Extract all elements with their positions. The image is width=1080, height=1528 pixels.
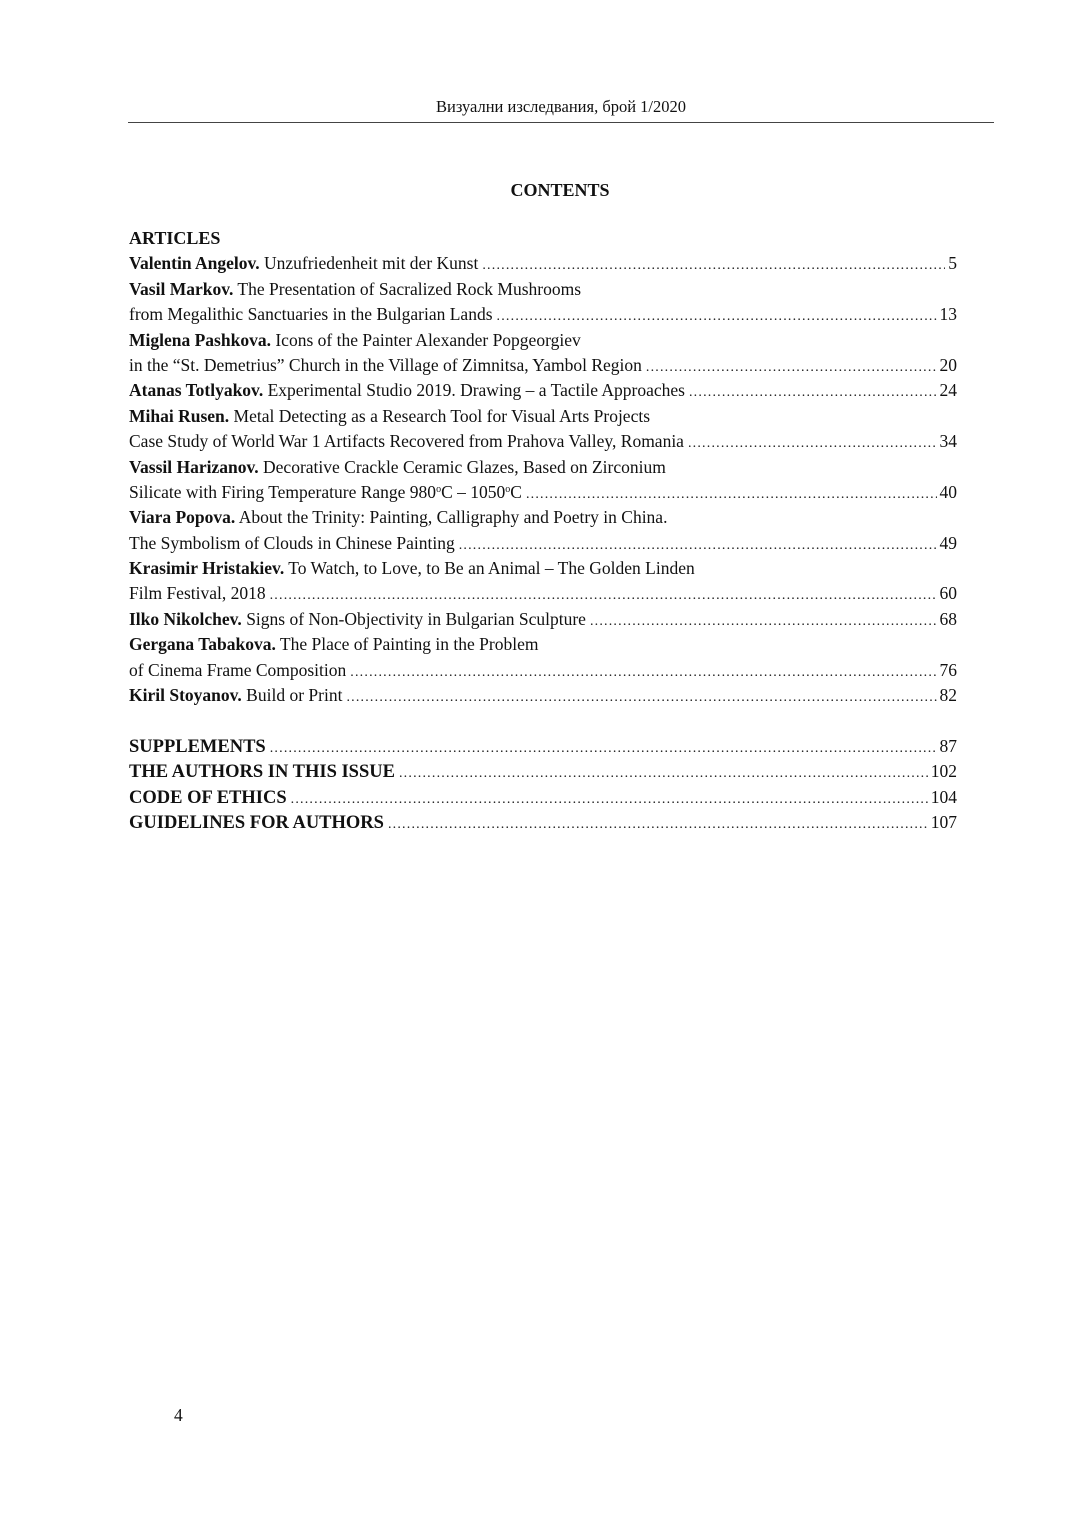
toc-entry-rusen-cont[interactable] [129, 429, 957, 454]
dot-leader [482, 253, 945, 278]
entry-title: Experimental Studio 2019. Drawing – a Tactile Approaches [263, 380, 685, 401]
entry-title: Metal Detecting as a Research Tool for Visual Arts Projects [229, 405, 651, 426]
entry-author: Krasimir Hristakiev. [129, 558, 285, 579]
toc-entry-hristakiev-cont[interactable] [129, 581, 957, 606]
degree-sign: o [436, 483, 442, 495]
entry-page: 82 [939, 685, 957, 706]
section-label: THE AUTHORS IN THIS ISSUE [129, 762, 395, 783]
toc-entry-harizanov-cont[interactable] [129, 480, 957, 505]
entry-title-continued: The Symbolism of Clouds in Chinese Painting [129, 532, 455, 553]
entry-title: To Watch, to Love, to Be an Animal – The Golden Linden [284, 558, 695, 579]
entry-title: Unzufriedenheit mit der Kunst [259, 253, 479, 274]
entry-title: Icons of the Painter Alexander Popgeorgiev [270, 329, 581, 350]
toc-entry-tabakova[interactable] [129, 632, 957, 657]
entry-title-continued: in the “St. Demetrius” Church in the Village of Zimnitsa, Yambol Region [129, 354, 642, 375]
dot-leader [646, 355, 937, 380]
entry-title-continued: from Megalithic Sanctuaries in the Bulgarian Lands [129, 304, 493, 325]
dot-leader [350, 660, 936, 685]
dot-leader [689, 380, 937, 405]
entry-title-part: C – 1050 [441, 481, 506, 502]
toc-entry-harizanov[interactable] [129, 455, 957, 480]
toc-entry-tabakova-cont[interactable] [129, 658, 957, 683]
entry-author: Ilko Nikolchev. [129, 608, 242, 629]
dot-leader [688, 431, 937, 456]
entry-author: Viara Popova. [129, 507, 236, 528]
entry-author: Valentin Angelov. [129, 253, 260, 274]
entry-page: 107 [930, 811, 957, 832]
entry-page: 60 [939, 583, 957, 604]
toc-entry-pashkova-cont[interactable] [129, 353, 957, 378]
entry-title: The Place of Painting in the Problem [275, 634, 539, 655]
entry-page: 76 [939, 659, 957, 680]
dot-leader [459, 533, 937, 558]
entry-title: Decorative Crackle Ceramic Glazes, Based on Zirconium [258, 456, 666, 477]
entry-author: Vasil Markov. [129, 278, 234, 299]
page-number: 4 [174, 1405, 183, 1425]
toc-entry-totlyakov[interactable] [129, 378, 957, 403]
entry-author: Kiril Stoyanov. [129, 685, 242, 706]
dot-leader [291, 787, 928, 812]
entry-author: Vassil Harizanov. [129, 456, 259, 477]
dot-leader [270, 583, 937, 608]
toc-entry-rusen[interactable] [129, 404, 957, 429]
dot-leader [270, 736, 937, 761]
section-label: CODE OF ETHICS [129, 787, 287, 808]
entry-page: 68 [939, 608, 957, 629]
entry-title-continued: Film Festival, 2018 [129, 583, 266, 604]
toc-entry-markov-cont[interactable] [129, 302, 957, 327]
entry-page: 13 [939, 304, 957, 325]
toc-entry-angelov[interactable] [129, 251, 957, 276]
entry-page: 40 [939, 481, 957, 502]
entry-page: 102 [930, 761, 957, 782]
dot-leader [346, 685, 936, 710]
entry-title: The Presentation of Sacralized Rock Mushrooms [233, 278, 582, 299]
entry-page: 5 [948, 253, 957, 274]
entry-title-continued: Case Study of World War 1 Artifacts Recovered from Prahova Valley, Romania [129, 431, 684, 452]
entry-title-continued [129, 480, 522, 505]
entry-title: Signs of Non-Objectivity in Bulgarian Sculpture [241, 608, 586, 629]
toc-entry-guidelines[interactable] [129, 810, 957, 835]
toc-entry-popova[interactable] [129, 505, 957, 530]
entry-title: About the Trinity: Painting, Calligraphy and Poetry in China. [235, 507, 668, 528]
entry-page: 104 [930, 786, 957, 807]
entry-page: 34 [939, 431, 957, 452]
entry-author: Gergana Tabakova. [129, 634, 276, 655]
toc-entry-authors[interactable] [129, 759, 957, 784]
entry-page: 87 [939, 735, 957, 756]
entry-title-part: Silicate with Firing Temperature Range 980 [129, 481, 437, 502]
articles-heading: ARTICLES [129, 228, 221, 248]
dot-leader [388, 812, 928, 837]
running-head: Визуални изследвания, брой 1/2020 [128, 96, 994, 123]
entry-author: Atanas Totlyakov. [129, 380, 264, 401]
toc-entry-code-of-ethics[interactable] [129, 785, 957, 810]
toc-entry-popova-cont[interactable] [129, 531, 957, 556]
entry-author: Miglena Pashkova. [129, 329, 271, 350]
entry-author: Mihai Rusen. [129, 405, 230, 426]
table-of-contents [129, 226, 957, 835]
toc-entry-supplements[interactable] [129, 734, 957, 759]
dot-leader [497, 304, 937, 329]
toc-entry-markov[interactable] [129, 277, 957, 302]
page-title: CONTENTS [510, 180, 610, 200]
toc-entry-hristakiev[interactable] [129, 556, 957, 581]
section-label: SUPPLEMENTS [129, 736, 266, 757]
entry-page: 49 [939, 532, 957, 553]
toc-entry-stoyanov[interactable] [129, 683, 957, 708]
toc-entry-nikolchev[interactable] [129, 607, 957, 632]
entry-title: Build or Print [241, 685, 343, 706]
dot-leader [526, 482, 937, 507]
entry-title-continued: of Cinema Frame Composition [129, 659, 347, 680]
toc-entry-pashkova[interactable] [129, 328, 957, 353]
entry-page: 24 [939, 380, 957, 401]
section-label: GUIDELINES FOR AUTHORS [129, 812, 384, 833]
dot-leader [590, 609, 937, 634]
spacer [129, 708, 957, 733]
dot-leader [399, 761, 928, 786]
entry-page: 20 [939, 354, 957, 375]
degree-sign: o [505, 483, 511, 495]
entry-title-part: C [510, 481, 522, 502]
